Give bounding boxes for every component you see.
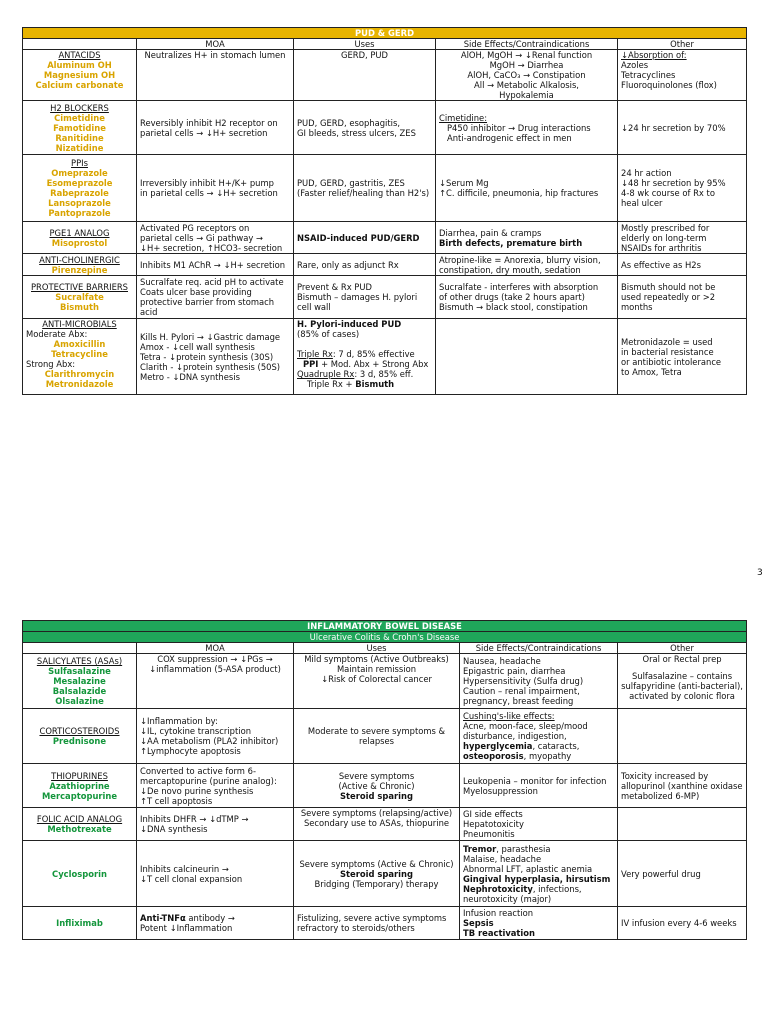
drug-class-label: THIOPURINES — [51, 770, 108, 781]
moa-cell: ↓Inflammation by: ↓IL, cytokine transcription ↓AA metabolism (PLA2 inhibitor) ↑Lymphocyte apoptosis — [137, 709, 294, 764]
uses-cell: Severe symptoms (Active & Chronic) Steroid sparing Bridging (Temporary) therapy — [294, 841, 460, 907]
ibd-subtitle: Ulcerative Colitis & Crohn's Disease — [23, 632, 747, 643]
drug-name: Misoprostol — [51, 237, 108, 248]
drug-name: Balsalazide — [52, 686, 107, 696]
uses-cell: Fistulizing, severe active symptoms refractory to steroids/others — [294, 907, 460, 940]
drug-class-label: ANTI-CHOLINERGIC — [39, 254, 120, 265]
uses-cell: NSAID-induced PUD/GERD — [294, 222, 436, 254]
header-side-effects: Side Effects/Contraindications — [460, 643, 618, 654]
drug-name: Esomeprazole — [46, 178, 113, 188]
header-other: Other — [618, 39, 747, 50]
abx-strength-label: Moderate Abx: — [26, 329, 88, 339]
table-row — [23, 254, 747, 276]
table-row — [23, 907, 747, 940]
uses-cell: H. Pylori-induced PUD (85% of cases) Triple Rx: 7 d, 85% effective PPI + Mod. Abx + Strong Abx Quadruple Rx: 3 d, 85% eff. Triple Rx + Bismuth — [294, 319, 436, 395]
table-row — [23, 155, 747, 222]
header-moa: MOA — [137, 643, 294, 654]
moa-cell: COX suppression → ↓PGs → ↓inflammation (5-ASA product) — [137, 654, 294, 709]
drug-name: Pantoprazole — [48, 208, 111, 218]
other-cell — [618, 709, 747, 764]
side-effects-cell: GI side effects Hepatotoxicity Pneumonitis — [460, 808, 618, 841]
side-effects-cell: Leukopenia – monitor for infection Myelosuppression — [460, 764, 618, 808]
other-cell: Metronidazole = used in bacterial resistance or antibiotic intolerance to Amox, Tetra — [618, 319, 747, 395]
abx-strength-label: Strong Abx: — [26, 359, 76, 369]
header-uses: Uses — [294, 643, 460, 654]
drug-name: Sulfasalazine — [48, 666, 111, 676]
moa-cell: Inhibits M1 AChR → ↓H+ secretion — [137, 254, 294, 276]
header-uses: Uses — [294, 39, 436, 50]
drug-name: Lansoprazole — [48, 198, 111, 208]
table-row — [23, 764, 747, 808]
other-cell: ↓Absorption of: Azoles Tetracyclines Fluoroquinolones (flox) — [618, 50, 747, 101]
side-effects-cell: Sucralfate - interferes with absorption of other drugs (take 2 hours apart) Bismuth → black stool, constipation — [436, 276, 618, 319]
side-effects-cell: Diarrhea, pain & cramps Birth defects, premature birth — [436, 222, 618, 254]
table-row — [23, 841, 747, 907]
other-cell: 24 hr action ↓48 hr secretion by 95% 4-8 wk course of Rx to heal ulcer — [618, 155, 747, 222]
drug-name: Mercaptopurine — [41, 790, 118, 801]
drug-name: Clarithromycin — [44, 369, 115, 379]
moa-cell: Reversibly inhibit H2 receptor on parietal cells → ↓H+ secretion — [137, 101, 294, 155]
table-row — [23, 319, 747, 395]
moa-cell: Converted to active form 6- mercaptopurine (purine analog): ↓De novo purine synthesis ↑T cell apoptosis — [137, 764, 294, 808]
side-effects-cell: Cushing's-like effects: Acne, moon-face, sleep/mood disturbance, indigestion, hyperglycemia, cataracts, osteoporosis, myopathy — [460, 709, 618, 764]
drug-name: Ranitidine — [55, 132, 104, 143]
drug-name: Famotidine — [53, 122, 106, 133]
drug-class-label: H2 BLOCKERS — [50, 102, 109, 113]
other-cell: Very powerful drug — [618, 841, 747, 907]
side-effects-cell — [436, 319, 618, 395]
other-cell: Bismuth should not be used repeatedly or >2 months — [618, 276, 747, 319]
side-effects-cell: ↓Serum Mg ↑C. difficile, pneumonia, hip fractures — [436, 155, 618, 222]
pud-gerd-title: PUD & GERD — [23, 28, 747, 39]
side-effects-cell: Atropine-like = Anorexia, blurry vision, constipation, dry mouth, sedation — [436, 254, 618, 276]
moa-cell: Irreversibly inhibit H+/K+ pump in parietal cells → ↓H+ secretion — [137, 155, 294, 222]
other-cell: Oral or Rectal prep Sulfasalazine – contains sulfapyridine (anti-bacterial), activated by colonic flora — [618, 654, 747, 709]
ibd-table — [22, 620, 747, 940]
drug-class-label: CORTICOSTEROIDS — [39, 726, 120, 736]
drug-class-label: ANTI-MICROBIALS — [42, 319, 117, 329]
drug-name: Nizatidine — [55, 142, 104, 153]
drug-class-label: ANTACIDS — [58, 50, 101, 60]
other-cell — [618, 808, 747, 841]
drug-name: Infliximab — [56, 918, 103, 928]
header-blank — [23, 643, 137, 654]
moa-cell: Anti-TNFα antibody → Potent ↓Inflammation — [137, 907, 294, 940]
drug-class-label: FOLIC ACID ANALOG — [36, 814, 123, 824]
other-cell: ↓24 hr secretion by 70% — [618, 101, 747, 155]
drug-name: Azathioprine — [49, 780, 110, 791]
drug-name: Prednisone — [52, 736, 107, 746]
table-row — [23, 808, 747, 841]
header-side-effects: Side Effects/Contraindications — [436, 39, 618, 50]
side-effects-cell: Cimetidine: P450 inhibitor → Drug interactions Anti-androgenic effect in men — [436, 101, 618, 155]
side-effects-cell: Infusion reaction Sepsis TB reactivation — [460, 907, 618, 940]
drug-name: Calcium carbonate — [35, 80, 124, 90]
uses-cell: GERD, PUD — [294, 50, 436, 101]
drug-class-label: PGE1 ANALOG — [49, 227, 110, 238]
ibd-title: INFLAMMATORY BOWEL DISEASE — [23, 621, 747, 632]
other-cell: IV infusion every 4-6 weeks — [618, 907, 747, 940]
uses-cell: Severe symptoms (Active & Chronic) Steroid sparing — [294, 764, 460, 808]
drug-name: Sucralfate — [55, 292, 104, 302]
drug-name: Cimetidine — [54, 112, 105, 123]
uses-cell: Prevent & Rx PUD Bismuth – damages H. pylori cell wall — [294, 276, 436, 319]
other-cell: Toxicity increased by allopurinol (xanthine oxidase metabolized 6-MP) — [618, 764, 747, 808]
other-cell: As effective as H2s — [618, 254, 747, 276]
page-number: 3 — [757, 568, 763, 578]
table-row — [23, 276, 747, 319]
moa-cell: Sucralfate req. acid pH to activate Coats ulcer base providing protective barrier from stomach acid — [137, 276, 294, 319]
drug-name: Mesalazine — [53, 676, 106, 686]
table-row — [23, 50, 747, 101]
header-blank — [23, 39, 137, 50]
side-effects-cell: Tremor, parasthesia Malaise, headache Abnormal LFT, aplastic anemia Gingival hyperplasia, hirsutism Nephrotoxicity, infections, neurotoxicity (major) — [460, 841, 618, 907]
uses-cell: PUD, GERD, gastritis, ZES (Faster relief/healing than H2's) — [294, 155, 436, 222]
drug-name: Bismuth — [60, 302, 99, 312]
header-other: Other — [618, 643, 747, 654]
drug-name: Amoxicillin — [53, 339, 106, 349]
uses-cell: Mild symptoms (Active Outbreaks) Maintain remission ↓Risk of Colorectal cancer — [294, 654, 460, 709]
header-moa: MOA — [137, 39, 294, 50]
drug-class-label: PPIs — [71, 158, 88, 168]
moa-cell: Activated PG receptors on parietal cells → Gi pathway → ↓H+ secretion, ↑HCO3- secretion — [137, 222, 294, 254]
other-cell: Mostly prescribed for elderly on long-term NSAIDs for arthritis — [618, 222, 747, 254]
moa-cell: Neutralizes H+ in stomach lumen — [137, 50, 294, 101]
drug-name: Olsalazine — [55, 696, 104, 706]
table-row — [23, 709, 747, 764]
moa-cell: Kills H. Pylori → ↓Gastric damage Amox - ↓cell wall synthesis Tetra - ↓protein synthesis (30S) Clarith - ↓protein synthesis (50S) Metro - ↓DNA synthesis — [137, 319, 294, 395]
drug-name: Magnesium OH — [43, 70, 116, 80]
moa-cell: Inhibits calcineurin → ↓T cell clonal expansion — [137, 841, 294, 907]
table-row — [23, 654, 747, 709]
uses-cell: Rare, only as adjunct Rx — [294, 254, 436, 276]
drug-class-label: PROTECTIVE BARRIERS — [31, 282, 128, 292]
drug-name: Omeprazole — [51, 168, 108, 178]
moa-cell: Inhibits DHFR → ↓dTMP → ↓DNA synthesis — [137, 808, 294, 841]
drug-name: Cyclosporin — [52, 868, 107, 879]
drug-name: Methotrexate — [47, 824, 112, 834]
side-effects-cell: AlOH, MgOH → ↓Renal function MgOH → Diarrhea AlOH, CaCO₃ → Constipation All → Metabolic Alkalosis, Hypokalemia — [436, 50, 618, 101]
drug-class-label: SALICYLATES (ASAs) — [36, 656, 123, 666]
drug-name: Aluminum OH — [47, 60, 112, 70]
table-row — [23, 101, 747, 155]
table-row — [23, 222, 747, 254]
drug-name: Rabeprazole — [50, 188, 109, 198]
uses-cell: PUD, GERD, esophagitis, GI bleeds, stress ulcers, ZES — [294, 101, 436, 155]
uses-cell: Moderate to severe symptoms & relapses — [294, 709, 460, 764]
uses-cell: Severe symptoms (relapsing/active) Secondary use to ASAs, thiopurine — [294, 808, 460, 841]
side-effects-cell: Nausea, headache Epigastric pain, diarrhea Hypersensitivity (Sulfa drug) Caution – renal impairment, pregnancy, breast feeding — [460, 654, 618, 709]
drug-name: Metronidazole — [45, 379, 114, 389]
pud-gerd-table — [22, 27, 747, 395]
drug-name: Pirenzepine — [51, 264, 108, 275]
drug-name: Tetracycline — [51, 349, 108, 359]
